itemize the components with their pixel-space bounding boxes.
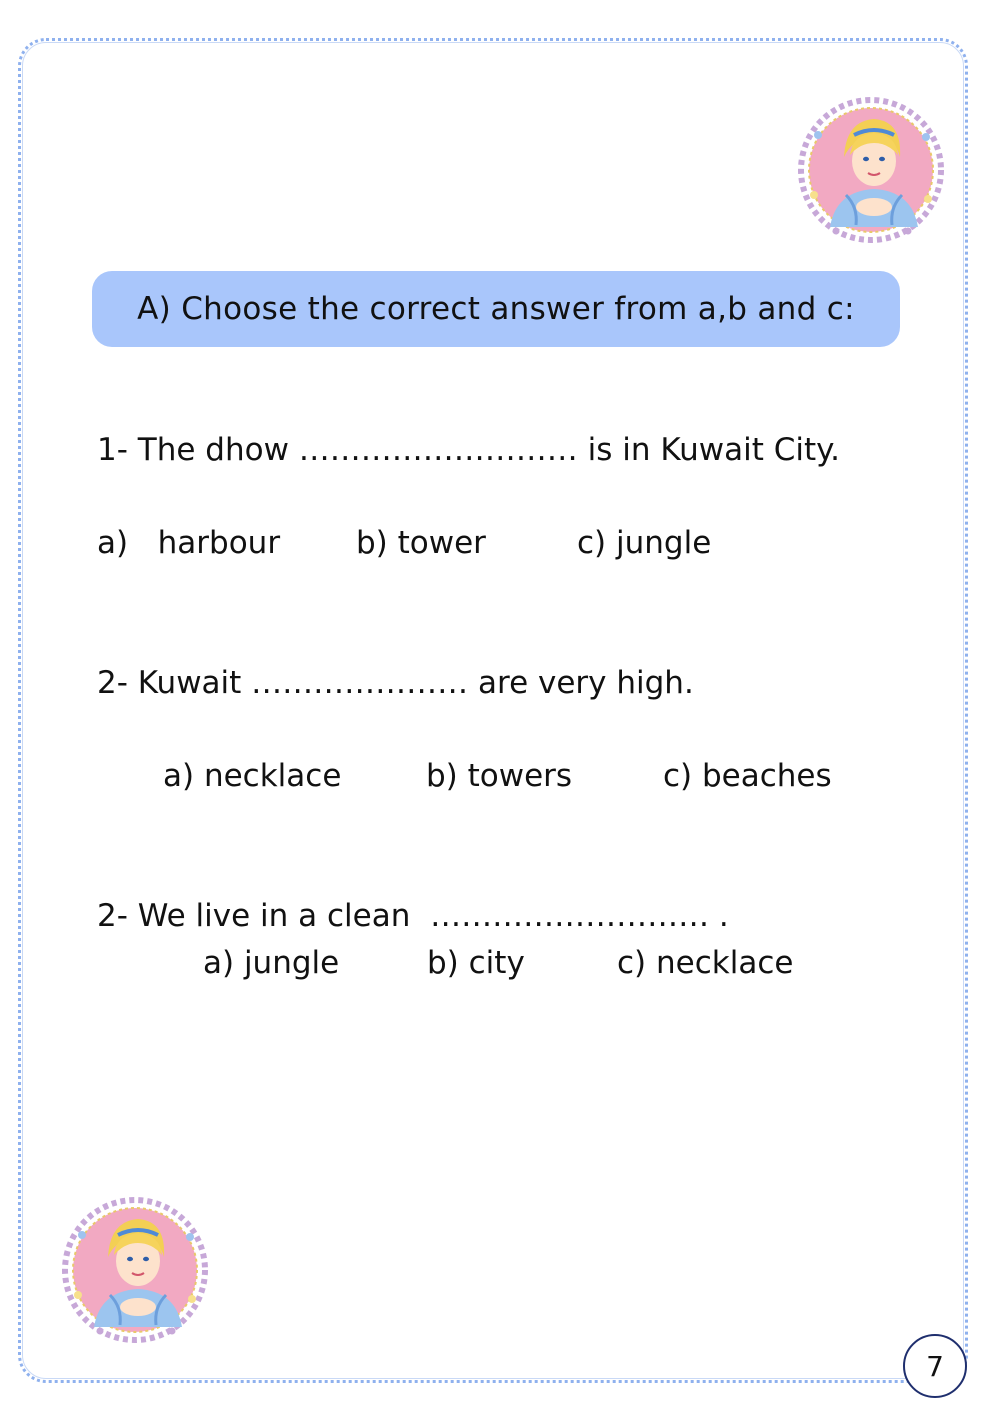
princess-medallion-icon [796, 95, 946, 245]
question-2-option-b: b) towers [426, 758, 573, 794]
question-1-option-a: a) harbour [97, 525, 281, 561]
question-3-option-a: a) jungle [203, 945, 340, 981]
question-2-option-c: c) beaches [663, 758, 832, 794]
question-2-option-a: a) necklace [163, 758, 342, 794]
question-2: 2- Kuwait ………………… are very high. [97, 665, 694, 701]
question-3-option-b: b) city [427, 945, 525, 981]
page-number-text: 7 [926, 1349, 944, 1383]
question-3-option-c: c) necklace [617, 945, 794, 981]
princess-medallion-icon [60, 1195, 210, 1345]
question-1-option-c: c) jungle [577, 525, 712, 561]
instruction-text: A) Choose the correct answer from a,b and c: [137, 291, 855, 327]
page-number [903, 1334, 967, 1398]
question-1: 1- The dhow ……………………… is in Kuwait City. [97, 432, 840, 468]
question-3: 2- We live in a clean ……………………… . [97, 898, 729, 934]
instruction-banner [92, 271, 900, 347]
question-1-option-b: b) tower [356, 525, 486, 561]
